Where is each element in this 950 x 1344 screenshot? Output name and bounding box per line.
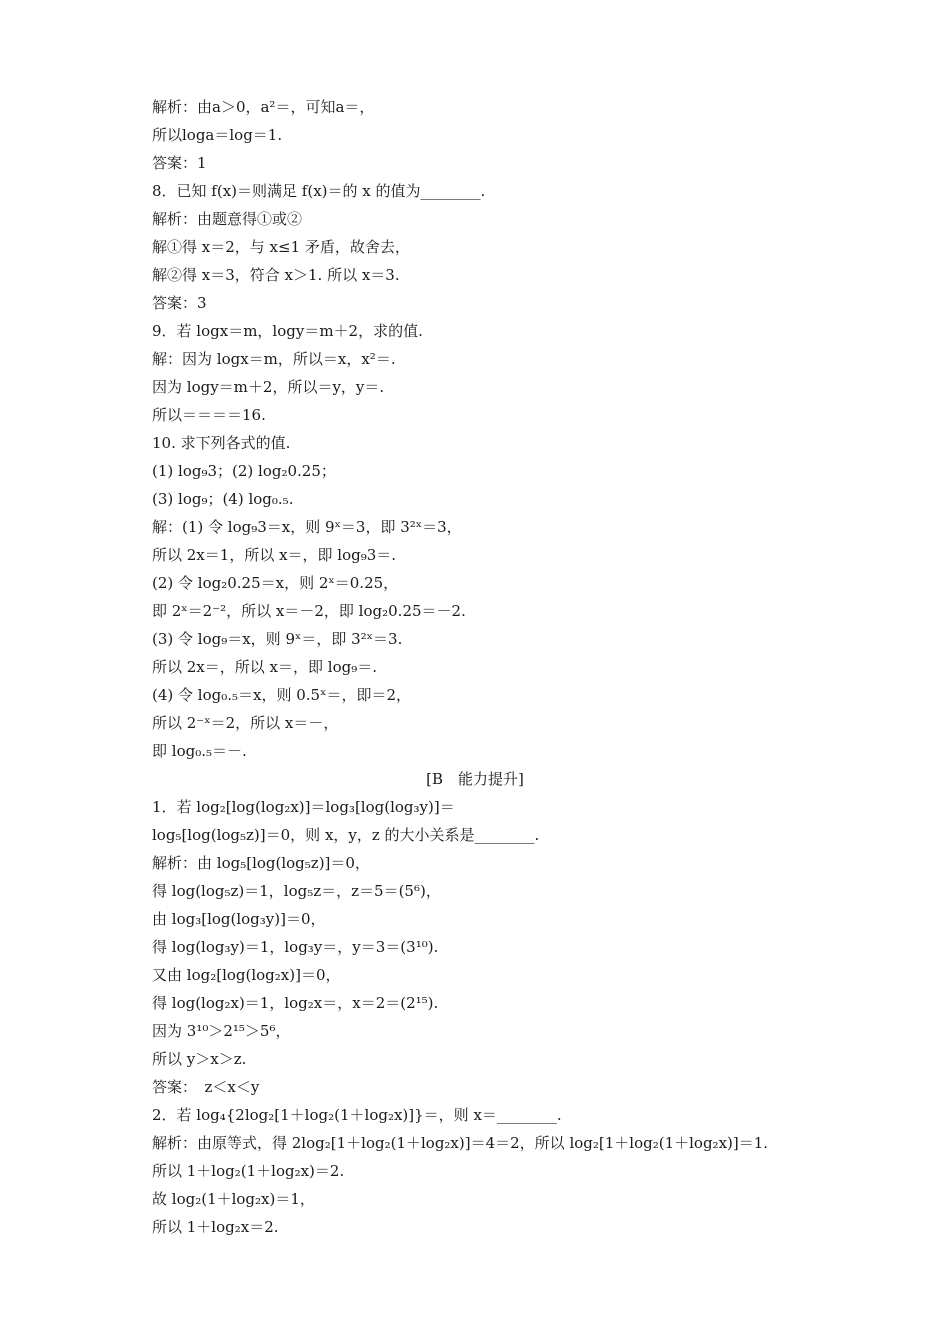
text-line: log₅[log(log₅z)]＝0，则 x，y，z 的大小关系是________. — [152, 826, 540, 844]
text-line: 所以 2x＝1，所以 x＝，即 log₉3＝. — [152, 546, 397, 564]
text-line: 故 log₂(1＋log₂x)＝1， — [152, 1190, 315, 1208]
text-line: 所以loga＝log＝1. — [152, 126, 283, 144]
text-line: 即 2ˣ＝2⁻²，所以 x＝－2，即 log₂0.25＝－2. — [152, 602, 466, 620]
text-line: 由 log₃[log(log₃y)]＝0， — [152, 910, 326, 928]
section-heading: [B 能力提升] — [426, 770, 524, 788]
text-line: 解：因为 logx＝m，所以＝x，x²＝. — [152, 350, 396, 368]
text-line: 又由 log₂[log(log₂x)]＝0， — [152, 966, 341, 984]
text-line: 答案： z＜x＜y — [152, 1078, 260, 1096]
text-line: 得 log(log₅z)＝1，log₅z＝，z＝5＝(5⁶)， — [152, 882, 441, 900]
text-line: (2) 令 log₂0.25＝x，则 2ˣ＝0.25， — [152, 574, 399, 592]
text-line: 答案：1 — [152, 154, 207, 172]
text-line: (4) 令 log₀.₅＝x，则 0.5ˣ＝，即＝2， — [152, 686, 411, 704]
text-line: 解析：由 log₅[log(log₅z)]＝0， — [152, 854, 370, 872]
text-line: 所以 1＋log₂(1＋log₂x)＝2. — [152, 1162, 345, 1180]
text-line: (3) log₉；(4) log₀.₅. — [152, 490, 294, 508]
text-line: 所以 1＋log₂x＝2. — [152, 1218, 279, 1236]
question-line: 2．若 log₄{2log₂[1＋log₂(1＋log₂x)]}＝，则 x＝________. — [152, 1106, 562, 1124]
text-line: 解②得 x＝3，符合 x＞1. 所以 x＝3. — [152, 266, 400, 284]
text-line: 解①得 x＝2，与 x≤1 矛盾，故舍去， — [152, 238, 410, 256]
text-line: 所以 y＞x＞z. — [152, 1050, 247, 1068]
text-line: 所以 2⁻ˣ＝2，所以 x＝－， — [152, 714, 339, 732]
text-line: (3) 令 log₉＝x，则 9ˣ＝，即 3²ˣ＝3. — [152, 630, 403, 648]
text-line: 所以＝＝＝＝16. — [152, 406, 266, 424]
text-line: (1) log₉3；(2) log₂0.25； — [152, 462, 336, 480]
text-line: 得 log(log₂x)＝1，log₂x＝，x＝2＝(2¹⁵). — [152, 994, 439, 1012]
text-line: 得 log(log₃y)＝1，log₃y＝，y＝3＝(3¹⁰). — [152, 938, 439, 956]
text-line: 即 log₀.₅＝－. — [152, 742, 247, 760]
text-line: 解析：由题意得①或② — [152, 210, 303, 228]
question-line: 8．已知 f(x)＝则满足 f(x)＝的 x 的值为________. — [152, 182, 486, 200]
text-line: 因为 logy＝m＋2，所以＝y，y＝. — [152, 378, 385, 396]
question-line: 1．若 log₂[log(log₂x)]＝log₃[log(log₃y)]＝ — [152, 798, 455, 816]
text-line: 解析：由原等式，得 2log₂[1＋log₂(1＋log₂x)]＝4＝2，所以 log₂[1＋log₂(1＋log₂x)]＝1. — [152, 1134, 769, 1152]
question-line: 9．若 logx＝m，logy＝m＋2，求的值. — [152, 322, 423, 340]
text-line: 答案：3 — [152, 294, 207, 312]
text-line: 解：(1) 令 log₉3＝x，则 9ˣ＝3，即 3²ˣ＝3， — [152, 518, 462, 536]
text-line: 因为 3¹⁰＞2¹⁵＞5⁶， — [152, 1022, 291, 1040]
text-line: 解析：由a＞0，a²＝，可知a＝， — [152, 98, 375, 116]
question-line: 10. 求下列各式的值. — [152, 434, 291, 452]
text-line: 所以 2x＝，所以 x＝，即 log₉＝. — [152, 658, 377, 676]
